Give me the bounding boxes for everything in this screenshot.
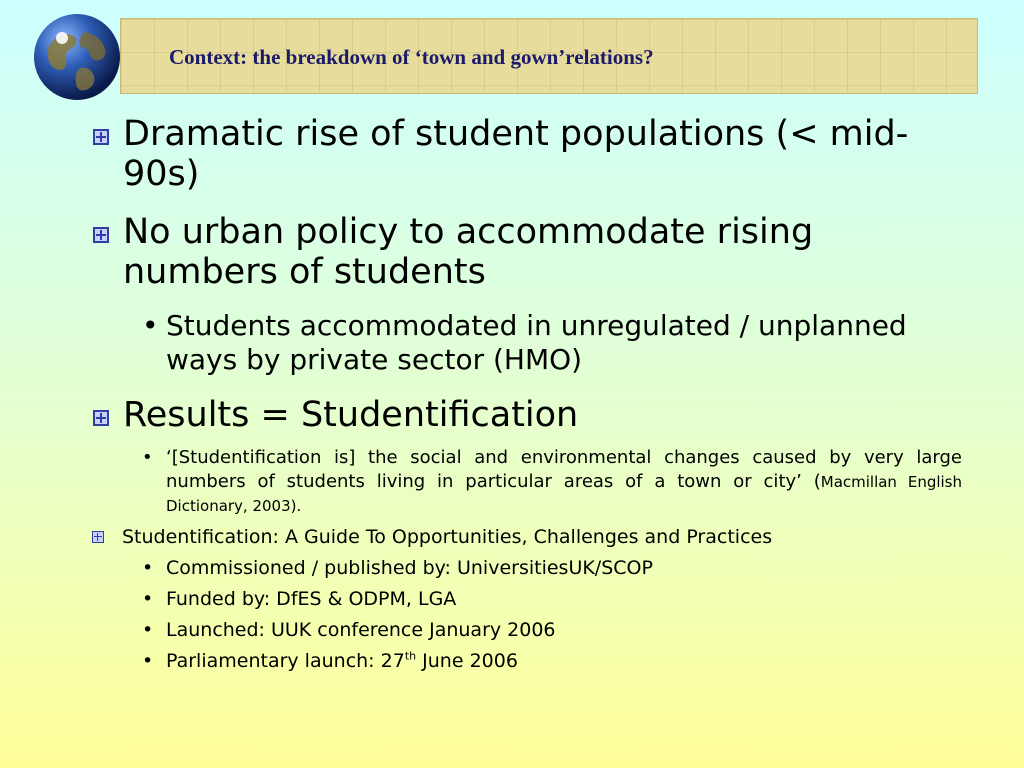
sub-bullet-hmo: Students accommodated in unregulated / unplanned ways by private sector (HMO): [166, 309, 907, 376]
quote-source: Macmillan English Dictionary, 2003).: [166, 473, 962, 515]
bullet-3: Results = Studentification: [123, 395, 579, 435]
bullet-1: Dramatic rise of student populations (< mid-90s): [123, 114, 909, 194]
bullet-icon: [93, 129, 109, 145]
parliamentary-text: Parliamentary launch: 27: [166, 650, 405, 672]
dot-icon: •: [142, 650, 154, 672]
quote-text: ‘[Studentification is] the social and environmental changes caused by very large numbers of students living in particular areas of a town or city’ (: [166, 447, 962, 492]
ordinal-suffix: th: [404, 649, 417, 663]
dot-icon: •: [142, 619, 154, 641]
bullet-2: No urban policy to accommodate rising numbers of students: [123, 212, 814, 292]
dot-icon: •: [142, 309, 159, 342]
dot-icon: •: [142, 588, 154, 610]
definition-quote: [166, 446, 962, 518]
parliamentary-date: June 2006: [416, 650, 518, 672]
bullet-4: Studentification: A Guide To Opportunities, Challenges and Practices: [122, 526, 773, 548]
title-banner: [120, 18, 978, 94]
sub-bullet-launched: Launched: UUK conference January 2006: [166, 619, 556, 641]
bullet-icon: [92, 531, 104, 543]
dot-icon: •: [142, 447, 153, 468]
bullet-icon: [93, 227, 109, 243]
bullet-icon: [93, 410, 109, 426]
slide-title: Context: the breakdown of ‘town and gown’relations?: [169, 45, 654, 69]
dot-icon: •: [142, 557, 154, 579]
globe-icon: [32, 12, 122, 102]
sub-bullet-funded: Funded by: DfES & ODPM, LGA: [166, 588, 457, 610]
sub-bullet-commissioned: Commissioned / published by: UniversitiesUK/SCOP: [166, 557, 653, 579]
sub-bullet-parliamentary: [166, 649, 518, 673]
